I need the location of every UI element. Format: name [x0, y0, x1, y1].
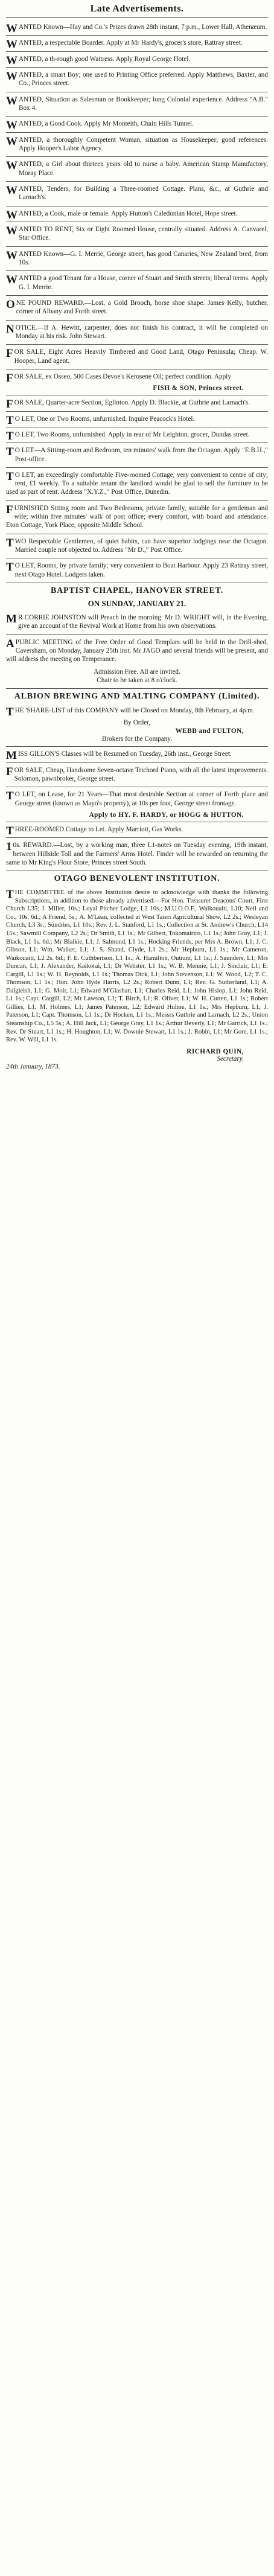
drop-initial: T: [6, 429, 14, 443]
advertisement-text: URNISHED Sitting room and Two Bedrooms, private family, suitable for a gentleman and wife; within five minutes' walk of post office; every comfort, with board and attendance. Eton Cottage, York Place, opposite Middle School.: [6, 504, 268, 529]
advertisement: [6, 92, 268, 117]
advertisement-text: OR SALE, Eight Acres Heavily Timbered and Good Land, Otago Peninsula; Cheap. W. Hooper, Land agent.: [14, 348, 268, 365]
meeting-notice: [6, 635, 268, 668]
advertisements-list: [6, 20, 268, 583]
ad-signature: FISH & SON, Princes street.: [6, 385, 268, 395]
advertisement-text: ANTED, a th-rough good Waitress. Apply Royal George Hotel.: [19, 55, 191, 63]
drop-initial: W: [6, 159, 18, 173]
advertisement: [6, 412, 268, 427]
drop-initial: F: [6, 371, 13, 385]
late-advertisements-list: [6, 747, 268, 871]
advertisement: [6, 321, 268, 345]
advertisement-text: ANTED TO RENT, Six or Eight Roomed House, centrally situated. Address A. Canvarel, Star Office.: [19, 225, 268, 242]
advertisement-text: OR SALE, Cheap, Handsome Seven-octave Trichord Piano, with all the latest improvements. Solomon, pawnbroker, George street.: [14, 766, 268, 782]
advertisement-text: ANTED a good Tenant for a House, corner of Stuart and Smith streets; liberal terms. Apply G. I. Merrie.: [19, 275, 268, 291]
advertisement-text: ANTED, a Girl about thirteen years old to nurse a baby. American Stamp Manufactory, Moray Place.: [19, 161, 268, 177]
chapel-notice: [6, 610, 268, 635]
albion-signer: WEBB and FULTON,: [175, 727, 244, 735]
advertisement: [6, 296, 268, 321]
benevolent-signer: RICHARD QUIN,: [186, 1047, 244, 1055]
advertisement-text: O LET, on Lease, for 21 Years—That most desirable Section at corner of Forth place and George street (known as Mayo's property), at 10s per foot, George street frontage.: [14, 791, 268, 807]
advertisement-text: WO Respectable Gentlemen, of quiet habits, can have superior lodgings near the Octagon. Married couple not objected to. Address "Mr D.," Post Office.: [14, 537, 268, 554]
benevolent-signer-role: Secretary.: [217, 1055, 244, 1063]
drop-initial: T: [6, 705, 14, 718]
advertisement: [6, 427, 268, 443]
chapel-date: ON SUNDAY, JANUARY 21.: [88, 599, 186, 609]
advertisement: [6, 52, 268, 68]
benevolent-date: 24th January, 1873.: [6, 1063, 60, 1070]
benevolent-notice: [6, 886, 268, 1047]
drop-initial: A: [6, 637, 14, 650]
drop-initial: W: [6, 249, 18, 262]
advertisement: [6, 117, 268, 132]
advertisement: [6, 822, 268, 838]
advertisement-text: OR SALE, Quarter-acre Section, Eglinton. Apply D. Blackie, at Guthrie and Larnach's.: [14, 399, 250, 407]
advertisement-text: OR SALE, ex Osseo, 500 Cases Devoe's Kerosene Oil; perfect condition. Apply: [14, 372, 231, 380]
advertisement-text: ANTED, Situation as Salesman or Bookkeeper; long Colonial experience. Address "A.B." Box 4.: [19, 95, 268, 112]
advertisement-text: ANTED, a Good Cook. Apply Mr Monteith, Chain Hills Tunnel.: [19, 120, 194, 128]
benevolent-heading: OTAGO BENEVOLENT INSTITUTION.: [54, 874, 220, 884]
advertisement: [6, 534, 268, 559]
advertisement: [6, 787, 268, 811]
advertisement: [6, 36, 268, 51]
advertisement: [6, 271, 268, 296]
meeting-text: PUBLIC MEETING of the Free Order of Good Templars will be held in the Drill-shed, Caversham, on Monday, January 25th inst. Mr JAGO and several friends will be present, and will address the meeting on Temperance.: [6, 638, 268, 663]
advertisement-text: ANTED, a Cook, male or female. Apply Hutton's Caledonian Hotel, Hope street.: [19, 209, 238, 217]
advertisement-text: ANTED, a respectable Boarder. Apply at Mr Hardy's, grocer's store, Rattray street.: [19, 39, 243, 47]
advertisement: [6, 182, 268, 206]
advertisement-text: NE POUND REWARD.—Lost, a Gold Brooch, horse shoe shape. James Kelly, butcher, corner of Albany and Forth street.: [16, 299, 268, 316]
drop-initial: W: [6, 224, 18, 237]
advertisement: [6, 395, 268, 411]
drop-initial: T: [6, 414, 14, 427]
albion-signer-note: Brokers for the Company.: [6, 735, 268, 747]
albion-order: By Order,: [123, 719, 151, 727]
drop-initial: W: [6, 273, 18, 287]
albion-heading: ALBION BREWING AND MALTING COMPANY (Limited).: [14, 691, 260, 701]
drop-initial: W: [6, 184, 18, 197]
benevolent-text: HE COMMITTEE of the above Institution desire to acknowledge with thanks the following Subscriptions, in addition to those already advertised:—For Hon. Treasurer Deacons' Court, First Church L35; J. Miller, 10s.; Loyal Pitcher Lodge, L2 10s.; M.U.O.O.F., Waikouaiti, L10; Neil and Co., 10s. 6d.; A Friend, 5s.; A. M'Lean, collected at West Taieri Agricultural Show, L2 2s.; Wesleyan Church, L3 3s.; Sundries, L1 10s.; Rev. J. L. Stanford, L1 1s.; Collection at St. Andrew's Church, L14 15s.; Sawmill Company, L2 2s.; Dr Smith, L1 1s.; Mr Gilbert, Tokomairiro, L1 1s.; John Gray, L1; J. Black, L1 1s. 6d.; Mr Blaikie, L1; J. Salmond, L1 1s.; Hocking Friends, per Mrs A. Brown, L1; J. C. Gibson, L1; Wm. Walker, L1; J. S. Shand, Clyde, L1 2s.; Mr Hepburn, L1 1s.; Mr Cameron, Waikouaiti, L2 2s. 6d.; F. E. Cuthbertson, L1 1s.; A. Hamilton, Outram, L1 1s.; J. Saunders, L1; Mrs Duncan, L1; J. Alexander, Kaikorai, L1; Dr Webster, L1 1s.; W. B. Mennie, L1; J. Sinclair, L1; E. Cargill, L1 1s.; W. H. Reynolds, L1 1s.; Thomas Dick, L1; John Stevenson, L1; W. Wood, L2; T. C. Thomson, L1 1s.; Hon. John Hyde Harris, L2 2s.; Robert Dunn, L1; Rev. G. Sutherland, L1; A. Dalgleish, L1; G. Moir, L1; Edward M'Glashan, L1; Charles Reid, L1; John Hislop, L1; John Reid, L1 1s.; Capt. Cargill, L2; Mr Lawson, L1; T. Birch, L1; R. Oliver, L1; W. H. Cutten, L1 1s.; Robert Gillies, L1; M. Holmes, L1; James Paterson, L2; Edward Hulme, L1 1s.; Mrs Hepburn, L1; J. Paterson, L1; Capt. Thomson, L1 1s.; Dr Hocken, L1 1s.; Messrs Guthrie and Larnach, L2 2s.; Union Steamship Co., L5 5s.; A. Hill Jack, L1; George Gray, L1 1s.; Arthur Beverly, L1; Mr Garrick, L1 1s.; Rev. Dr Stuart, L1 1s.; H. Houghton, L1; W. Downie Stewart, L1 1s.; J. Robin, L1; Mr Gore, L1 1s.; Rev. W. Will, L1 1s.: [6, 889, 268, 1044]
advertisement: [6, 157, 268, 182]
albion-notice: [6, 703, 268, 718]
advertisement-text: O LET—A Sitting-room and Bedroom, ten minutes' walk from the Octagon. Apply "E.B.H.," Post-office.: [14, 447, 268, 463]
drop-initial: W: [6, 94, 18, 107]
advertisement: [6, 247, 268, 272]
advertisement: [6, 20, 268, 36]
advertisement-text: O LET, One or Two Rooms, unfurnished. Inquire Peacock's Hotel.: [14, 415, 195, 423]
chapel-text: R CORRIE JOHNSTON will Preach in the morning. Mr D. WRIGHT will, in the Evening, give an account of the Revival Work at Home from his own observations.: [18, 614, 268, 630]
advertisement: [6, 443, 268, 468]
advertisement: [6, 558, 268, 583]
advertisement-text: OTICE.—If A. Hewitt, carpenter, does not finish his contract, it will be completed on Monday at his risk. John Stewart.: [15, 324, 268, 340]
advertisement-text: O LET, an exceedingly comfortable Five-roomed Cottage, very convenient to centre of city; rent, £1 weekly. To a suitable tenant the landlord would be glad to sell the furniture to be used as part of rent. Address "X.Y.Z.," Post Office, Dunedin.: [6, 471, 268, 496]
advertisement-text: HREE-ROOMED Cottage to Let. Apply Marriott, Gas Works.: [14, 825, 183, 833]
advertisement-text: ANTED Known—G. I. Merrie, George street, has good Canaries, New Zealand bred, from 10s.: [19, 250, 268, 266]
drop-initial: T: [6, 888, 14, 901]
drop-initial: W: [6, 208, 18, 222]
drop-initial: W: [6, 119, 18, 132]
drop-initial: M: [6, 613, 17, 626]
drop-initial: W: [6, 54, 18, 67]
advertisement: [6, 133, 268, 158]
drop-initial: F: [6, 765, 13, 778]
advertisement: [6, 222, 268, 247]
advertisement: [6, 345, 268, 369]
advertisement-text: O LET, Rooms, by private family; very convenient to Boat Harbour. Apply 23 Rattray street, next Otago Hotel. Lodgers taken.: [14, 562, 268, 578]
advertisement: [6, 838, 268, 871]
drop-initial: M: [6, 749, 17, 762]
meeting-chair: Chair to be taken at 8 o'clock.: [6, 676, 268, 689]
drop-initial: T: [6, 561, 14, 574]
drop-initial: W: [6, 135, 18, 148]
advertisement-text: ANTED, a smart Boy; one used to Printing Office preferred. Apply Matthews, Baxter, and Co., Princes street.: [19, 71, 268, 88]
advertisement: [6, 501, 268, 534]
meeting-admission: Admission Free. All are invited.: [94, 668, 180, 676]
drop-initial: 1: [6, 840, 12, 854]
advertisement: [6, 68, 268, 92]
advertisement-text: O LET, Two Rooms, unfurnished. Apply in rear of Mr Leighton, grocer, Dundas street.: [14, 430, 250, 438]
drop-initial: T: [6, 470, 14, 483]
ad-signature: Apply to HY. F. HARDY, or HOGG & HUTTON.: [6, 811, 268, 822]
section-title: Late Advertisements.: [6, 0, 268, 18]
advertisement-text: ANTED, a thoroughly Competent Woman, situation as Housekeeper; good references. Apply Hooper's Labor Agency.: [19, 136, 268, 152]
drop-initial: O: [6, 298, 15, 311]
drop-initial: W: [6, 69, 18, 83]
drop-initial: W: [6, 38, 18, 51]
advertisement-text: ISS GILLON'S Classes will be Resumed on Tuesday, 26th inst., George Street.: [18, 750, 232, 758]
advertisement: [6, 763, 268, 788]
advertisement: [6, 206, 268, 222]
advertisement-text: ANTED Known—Hay and Co.'s Prizes drawn 28th instant, 7 p.m., Lower Hall, Athenæum.: [19, 24, 267, 31]
drop-initial: T: [6, 446, 14, 459]
drop-initial: W: [6, 22, 18, 35]
chapel-heading: BAPTIST CHAPEL, HANOVER STREET.: [50, 586, 224, 596]
drop-initial: F: [6, 398, 13, 411]
drop-initial: F: [6, 347, 13, 360]
drop-initial: T: [6, 536, 14, 549]
advertisement-text: ANTED, Tenders, for Building a Three-roomed Cottage. Plans, &c., at Guthrie and Larnach's.: [19, 185, 268, 202]
advertisement: [6, 369, 268, 385]
drop-initial: F: [6, 503, 13, 516]
advertisement: [6, 468, 268, 501]
drop-initial: N: [6, 322, 14, 336]
advertisement-text: 0s. REWARD.—Lost, by a working man, three L1-notes on Tuesday evening, 19th instant, between Hillside Toll and the Farmers' Arms Hotel. Finder will be rewarded on returning the same to Mr King's Flour Store, Princes street South.: [6, 842, 268, 866]
drop-initial: T: [6, 790, 14, 803]
albion-text: HE 'SHARE-LIST of this COMPANY will be Closed on Monday, 8th February, at 4p.m.: [14, 706, 255, 714]
drop-initial: T: [6, 824, 14, 837]
advertisement: [6, 747, 268, 762]
